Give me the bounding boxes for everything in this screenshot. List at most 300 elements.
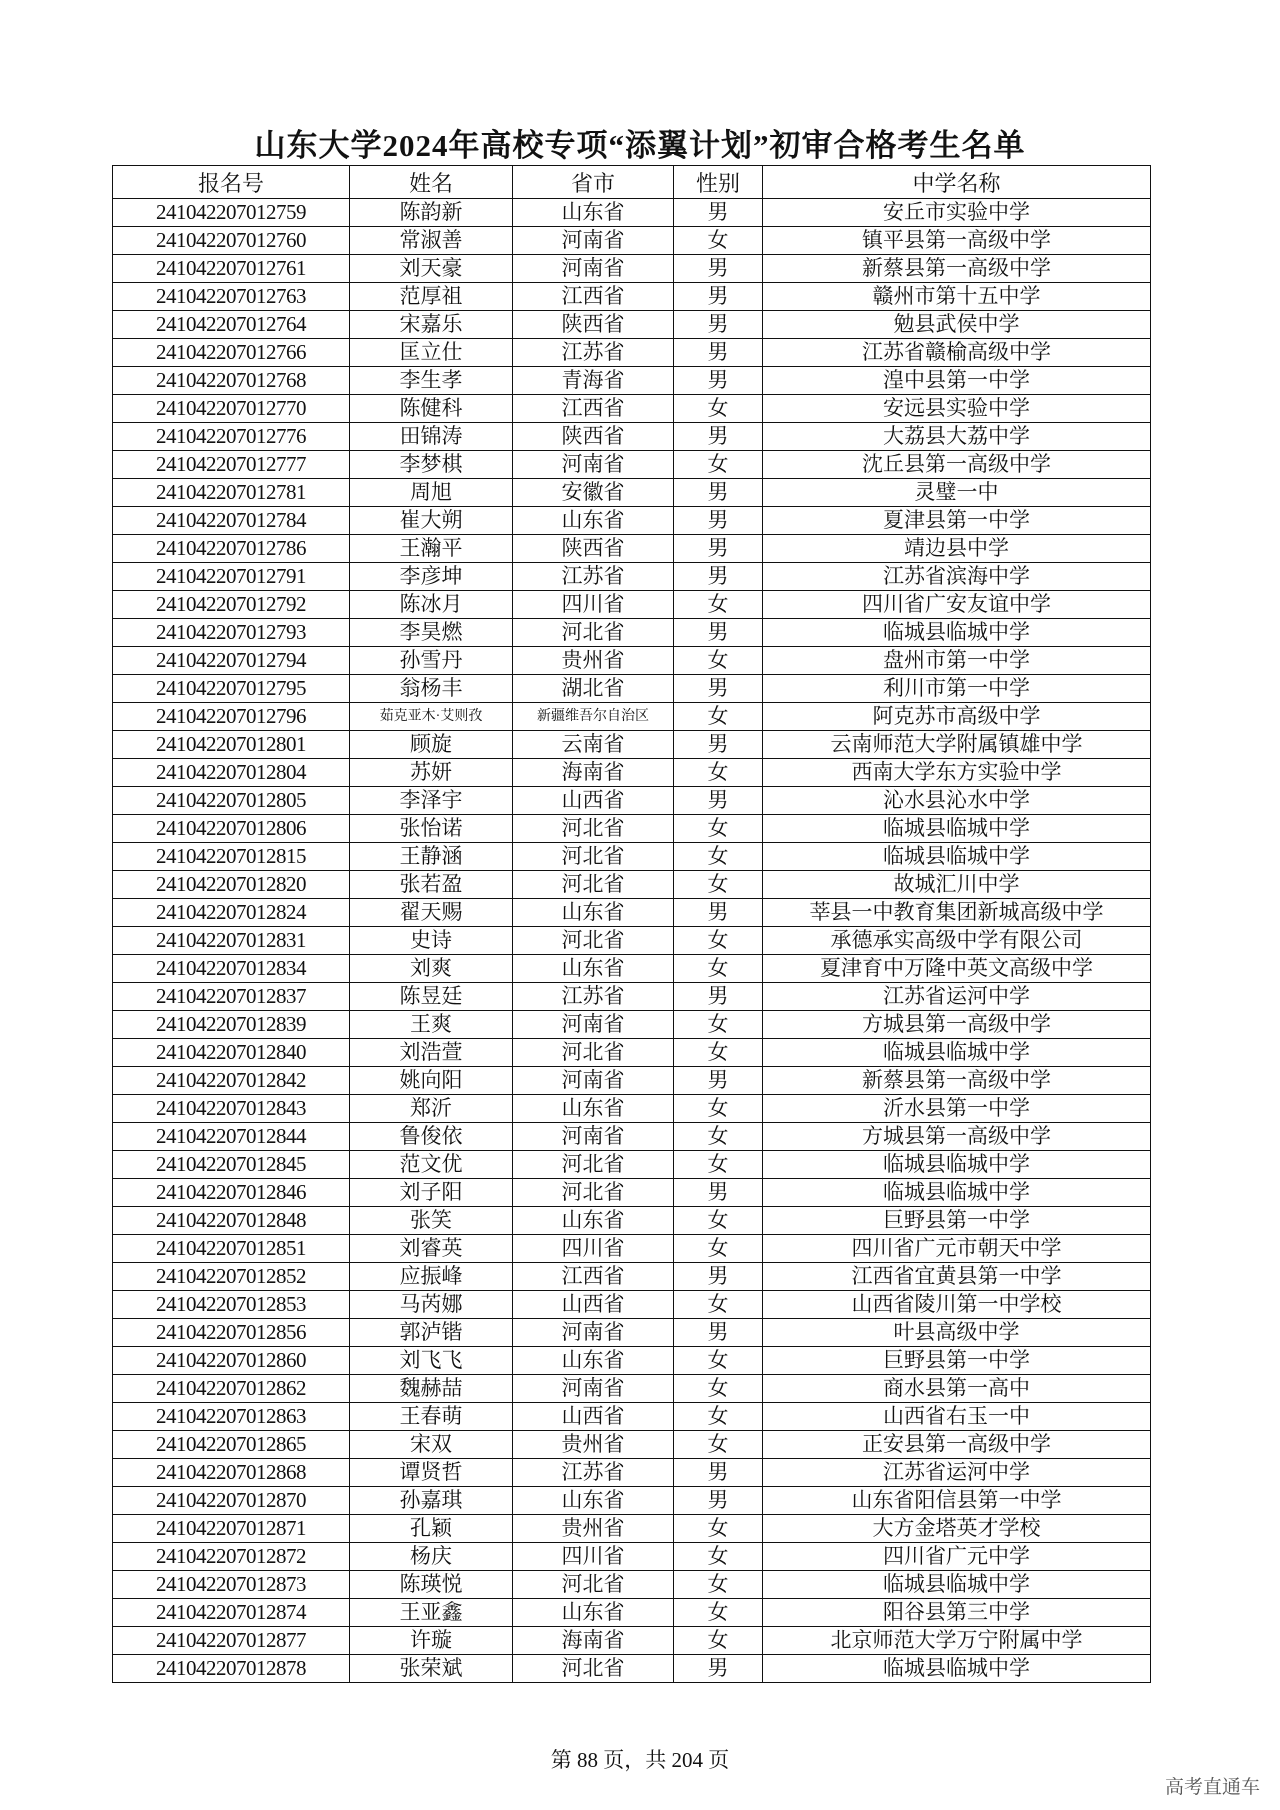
cell-name: 李生孝 xyxy=(350,367,513,395)
cell-province: 河北省 xyxy=(513,1179,674,1207)
cell-name: 翁杨丰 xyxy=(350,675,513,703)
table-row xyxy=(113,227,1151,255)
cell-name: 茹克亚木·艾则孜 xyxy=(350,703,513,731)
cell-school: 江苏省运河中学 xyxy=(763,1459,1151,1487)
cell-school: 商水县第一高中 xyxy=(763,1375,1151,1403)
cell-gender: 女 xyxy=(674,1627,763,1655)
cell-registration-number: 241042207012852 xyxy=(113,1263,350,1291)
cell-gender: 女 xyxy=(674,703,763,731)
table-row xyxy=(113,927,1151,955)
cell-name: 张笑 xyxy=(350,1207,513,1235)
cell-name: 王静涵 xyxy=(350,843,513,871)
cell-gender: 男 xyxy=(674,619,763,647)
cell-gender: 女 xyxy=(674,1151,763,1179)
cell-school: 四川省广元中学 xyxy=(763,1543,1151,1571)
table-row xyxy=(113,255,1151,283)
cell-registration-number: 241042207012868 xyxy=(113,1459,350,1487)
cell-name: 王爽 xyxy=(350,1011,513,1039)
cell-name: 杨庆 xyxy=(350,1543,513,1571)
cell-province: 贵州省 xyxy=(513,647,674,675)
cell-province: 青海省 xyxy=(513,367,674,395)
cell-registration-number: 241042207012764 xyxy=(113,311,350,339)
cell-gender: 男 xyxy=(674,199,763,227)
cell-school: 四川省广安友谊中学 xyxy=(763,591,1151,619)
cell-registration-number: 241042207012851 xyxy=(113,1235,350,1263)
table-row xyxy=(113,759,1151,787)
cell-gender: 女 xyxy=(674,227,763,255)
cell-gender: 男 xyxy=(674,983,763,1011)
cell-registration-number: 241042207012853 xyxy=(113,1291,350,1319)
cell-school: 赣州市第十五中学 xyxy=(763,283,1151,311)
cell-province: 山东省 xyxy=(513,955,674,983)
cell-school: 江苏省滨海中学 xyxy=(763,563,1151,591)
cell-school: 山东省阳信县第一中学 xyxy=(763,1487,1151,1515)
table-row xyxy=(113,1151,1151,1179)
cell-name: 陈昱廷 xyxy=(350,983,513,1011)
cell-school: 承德承实高级中学有限公司 xyxy=(763,927,1151,955)
cell-registration-number: 241042207012776 xyxy=(113,423,350,451)
cell-name: 许璇 xyxy=(350,1627,513,1655)
cell-registration-number: 241042207012761 xyxy=(113,255,350,283)
cell-school: 方城县第一高级中学 xyxy=(763,1123,1151,1151)
cell-name: 应振峰 xyxy=(350,1263,513,1291)
table-body xyxy=(113,199,1151,1683)
cell-name: 姚向阳 xyxy=(350,1067,513,1095)
cell-school: 正安县第一高级中学 xyxy=(763,1431,1151,1459)
cell-gender: 男 xyxy=(674,507,763,535)
cell-school: 西南大学东方实验中学 xyxy=(763,759,1151,787)
cell-name: 范文优 xyxy=(350,1151,513,1179)
cell-name: 宋双 xyxy=(350,1431,513,1459)
cell-school: 阳谷县第三中学 xyxy=(763,1599,1151,1627)
candidate-table xyxy=(112,165,1151,1683)
page-number: 第 88 页，共 204 页 xyxy=(550,1748,730,1772)
cell-province: 河北省 xyxy=(513,1039,674,1067)
cell-registration-number: 241042207012792 xyxy=(113,591,350,619)
table-row xyxy=(113,647,1151,675)
cell-province: 陕西省 xyxy=(513,535,674,563)
table-row xyxy=(113,563,1151,591)
page-title: 山东大学2024年高校专项“添翼计划”初审合格考生名单 xyxy=(254,128,1026,163)
cell-province: 河北省 xyxy=(513,815,674,843)
cell-registration-number: 241042207012865 xyxy=(113,1431,350,1459)
cell-school: 新蔡县第一高级中学 xyxy=(763,255,1151,283)
cell-registration-number: 241042207012777 xyxy=(113,451,350,479)
cell-gender: 女 xyxy=(674,647,763,675)
cell-school: 沈丘县第一高级中学 xyxy=(763,451,1151,479)
cell-province: 江苏省 xyxy=(513,563,674,591)
cell-school: 巨野县第一中学 xyxy=(763,1207,1151,1235)
cell-gender: 女 xyxy=(674,1011,763,1039)
table-row xyxy=(113,703,1151,731)
cell-province: 江苏省 xyxy=(513,339,674,367)
cell-registration-number: 241042207012856 xyxy=(113,1319,350,1347)
cell-gender: 男 xyxy=(674,1067,763,1095)
cell-name: 魏赫喆 xyxy=(350,1375,513,1403)
table-row xyxy=(113,1515,1151,1543)
cell-province: 海南省 xyxy=(513,759,674,787)
cell-gender: 女 xyxy=(674,759,763,787)
cell-province: 山东省 xyxy=(513,1487,674,1515)
table-row xyxy=(113,1319,1151,1347)
table-row xyxy=(113,1571,1151,1599)
cell-school: 故城汇川中学 xyxy=(763,871,1151,899)
cell-gender: 女 xyxy=(674,1291,763,1319)
table-row xyxy=(113,591,1151,619)
cell-school: 勉县武侯中学 xyxy=(763,311,1151,339)
cell-registration-number: 241042207012784 xyxy=(113,507,350,535)
cell-name: 张怡诺 xyxy=(350,815,513,843)
cell-gender: 女 xyxy=(674,1123,763,1151)
cell-province: 河北省 xyxy=(513,927,674,955)
cell-name: 李梦棋 xyxy=(350,451,513,479)
cell-registration-number: 241042207012870 xyxy=(113,1487,350,1515)
cell-school: 大方金塔英才学校 xyxy=(763,1515,1151,1543)
cell-school: 方城县第一高级中学 xyxy=(763,1011,1151,1039)
cell-name: 李彦坤 xyxy=(350,563,513,591)
table-row xyxy=(113,815,1151,843)
cell-registration-number: 241042207012863 xyxy=(113,1403,350,1431)
cell-gender: 女 xyxy=(674,1207,763,1235)
cell-province: 四川省 xyxy=(513,1543,674,1571)
cell-school: 临城县临城中学 xyxy=(763,815,1151,843)
cell-province: 河南省 xyxy=(513,1375,674,1403)
cell-name: 匡立仕 xyxy=(350,339,513,367)
cell-registration-number: 241042207012843 xyxy=(113,1095,350,1123)
cell-gender: 男 xyxy=(674,1263,763,1291)
cell-name: 刘飞飞 xyxy=(350,1347,513,1375)
cell-province: 山东省 xyxy=(513,1095,674,1123)
cell-name: 翟天赐 xyxy=(350,899,513,927)
table-row xyxy=(113,1039,1151,1067)
cell-registration-number: 241042207012794 xyxy=(113,647,350,675)
cell-name: 崔大朔 xyxy=(350,507,513,535)
cell-school: 靖边县中学 xyxy=(763,535,1151,563)
table-row xyxy=(113,1655,1151,1683)
cell-school: 安远县实验中学 xyxy=(763,395,1151,423)
cell-gender: 男 xyxy=(674,255,763,283)
cell-gender: 男 xyxy=(674,1487,763,1515)
cell-name: 史诗 xyxy=(350,927,513,955)
table-row xyxy=(113,311,1151,339)
cell-gender: 女 xyxy=(674,1599,763,1627)
cell-gender: 男 xyxy=(674,1655,763,1683)
cell-province: 山西省 xyxy=(513,1291,674,1319)
table-row xyxy=(113,1403,1151,1431)
table-row xyxy=(113,1375,1151,1403)
cell-province: 山西省 xyxy=(513,1403,674,1431)
cell-registration-number: 241042207012840 xyxy=(113,1039,350,1067)
cell-registration-number: 241042207012768 xyxy=(113,367,350,395)
cell-name: 王瀚平 xyxy=(350,535,513,563)
cell-gender: 男 xyxy=(674,675,763,703)
table-row xyxy=(113,451,1151,479)
cell-province: 山东省 xyxy=(513,1599,674,1627)
table-row xyxy=(113,983,1151,1011)
cell-gender: 女 xyxy=(674,1571,763,1599)
table-row xyxy=(113,955,1151,983)
cell-school: 临城县临城中学 xyxy=(763,1039,1151,1067)
cell-province: 河北省 xyxy=(513,843,674,871)
table-row xyxy=(113,899,1151,927)
cell-school: 夏津县第一中学 xyxy=(763,507,1151,535)
cell-province: 江西省 xyxy=(513,395,674,423)
cell-province: 河北省 xyxy=(513,1151,674,1179)
cell-school: 临城县临城中学 xyxy=(763,1655,1151,1683)
cell-school: 四川省广元市朝天中学 xyxy=(763,1235,1151,1263)
cell-name: 谭贤哲 xyxy=(350,1459,513,1487)
cell-registration-number: 241042207012820 xyxy=(113,871,350,899)
cell-gender: 女 xyxy=(674,591,763,619)
cell-gender: 女 xyxy=(674,1039,763,1067)
table-row xyxy=(113,1207,1151,1235)
cell-school: 临城县临城中学 xyxy=(763,1571,1151,1599)
table-row xyxy=(113,507,1151,535)
table-row xyxy=(113,1011,1151,1039)
cell-gender: 男 xyxy=(674,1459,763,1487)
cell-registration-number: 241042207012795 xyxy=(113,675,350,703)
header-province: 省市 xyxy=(513,166,674,199)
cell-gender: 女 xyxy=(674,871,763,899)
cell-registration-number: 241042207012796 xyxy=(113,703,350,731)
cell-province: 云南省 xyxy=(513,731,674,759)
cell-registration-number: 241042207012763 xyxy=(113,283,350,311)
cell-name: 刘浩萱 xyxy=(350,1039,513,1067)
table-row xyxy=(113,1067,1151,1095)
table-row xyxy=(113,843,1151,871)
cell-province: 湖北省 xyxy=(513,675,674,703)
cell-school: 江西省宜黄县第一中学 xyxy=(763,1263,1151,1291)
cell-gender: 女 xyxy=(674,1403,763,1431)
cell-name: 孔颖 xyxy=(350,1515,513,1543)
table-row xyxy=(113,479,1151,507)
cell-name: 陈瑛悦 xyxy=(350,1571,513,1599)
table-row xyxy=(113,1431,1151,1459)
cell-registration-number: 241042207012831 xyxy=(113,927,350,955)
cell-gender: 男 xyxy=(674,339,763,367)
cell-name: 陈冰月 xyxy=(350,591,513,619)
cell-registration-number: 241042207012791 xyxy=(113,563,350,591)
cell-registration-number: 241042207012845 xyxy=(113,1151,350,1179)
cell-province: 四川省 xyxy=(513,1235,674,1263)
cell-registration-number: 241042207012877 xyxy=(113,1627,350,1655)
cell-school: 巨野县第一中学 xyxy=(763,1347,1151,1375)
cell-gender: 男 xyxy=(674,563,763,591)
cell-school: 阿克苏市高级中学 xyxy=(763,703,1151,731)
watermark: 高考直通车 xyxy=(1164,1776,1260,1798)
cell-school: 江苏省赣榆高级中学 xyxy=(763,339,1151,367)
cell-gender: 女 xyxy=(674,1515,763,1543)
cell-registration-number: 241042207012824 xyxy=(113,899,350,927)
cell-gender: 女 xyxy=(674,451,763,479)
table-row xyxy=(113,1347,1151,1375)
cell-school: 云南师范大学附属镇雄中学 xyxy=(763,731,1151,759)
cell-province: 河南省 xyxy=(513,255,674,283)
table-row xyxy=(113,675,1151,703)
table-row xyxy=(113,535,1151,563)
cell-name: 郭泸锴 xyxy=(350,1319,513,1347)
cell-province: 山东省 xyxy=(513,899,674,927)
cell-province: 河南省 xyxy=(513,1011,674,1039)
cell-name: 鲁俊依 xyxy=(350,1123,513,1151)
cell-province: 山东省 xyxy=(513,199,674,227)
table-row xyxy=(113,787,1151,815)
table-row xyxy=(113,731,1151,759)
table-row xyxy=(113,1487,1151,1515)
cell-province: 河北省 xyxy=(513,1571,674,1599)
cell-province: 贵州省 xyxy=(513,1515,674,1543)
cell-province: 新疆维吾尔自治区 xyxy=(513,703,674,731)
cell-school: 临城县临城中学 xyxy=(763,843,1151,871)
cell-school: 盘州市第一中学 xyxy=(763,647,1151,675)
cell-name: 郑沂 xyxy=(350,1095,513,1123)
cell-registration-number: 241042207012839 xyxy=(113,1011,350,1039)
cell-name: 孙嘉琪 xyxy=(350,1487,513,1515)
cell-name: 马芮娜 xyxy=(350,1291,513,1319)
cell-gender: 男 xyxy=(674,1179,763,1207)
cell-registration-number: 241042207012766 xyxy=(113,339,350,367)
cell-name: 陈韵新 xyxy=(350,199,513,227)
cell-school: 莘县一中教育集团新城高级中学 xyxy=(763,899,1151,927)
cell-gender: 男 xyxy=(674,899,763,927)
table-row xyxy=(113,339,1151,367)
table-row xyxy=(113,1627,1151,1655)
cell-school: 临城县临城中学 xyxy=(763,1151,1151,1179)
cell-name: 李泽宇 xyxy=(350,787,513,815)
cell-province: 四川省 xyxy=(513,591,674,619)
cell-province: 山东省 xyxy=(513,1207,674,1235)
cell-registration-number: 241042207012786 xyxy=(113,535,350,563)
cell-province: 河南省 xyxy=(513,227,674,255)
cell-gender: 女 xyxy=(674,1543,763,1571)
cell-registration-number: 241042207012834 xyxy=(113,955,350,983)
cell-gender: 女 xyxy=(674,1431,763,1459)
table-row xyxy=(113,423,1151,451)
cell-registration-number: 241042207012760 xyxy=(113,227,350,255)
cell-registration-number: 241042207012793 xyxy=(113,619,350,647)
cell-province: 江苏省 xyxy=(513,1459,674,1487)
cell-gender: 女 xyxy=(674,815,763,843)
cell-registration-number: 241042207012874 xyxy=(113,1599,350,1627)
cell-province: 海南省 xyxy=(513,1627,674,1655)
cell-province: 陕西省 xyxy=(513,423,674,451)
cell-school: 北京师范大学万宁附属中学 xyxy=(763,1627,1151,1655)
cell-gender: 男 xyxy=(674,731,763,759)
cell-name: 孙雪丹 xyxy=(350,647,513,675)
cell-province: 陕西省 xyxy=(513,311,674,339)
cell-registration-number: 241042207012844 xyxy=(113,1123,350,1151)
cell-gender: 男 xyxy=(674,423,763,451)
header-registration-number: 报名号 xyxy=(113,166,350,199)
cell-gender: 男 xyxy=(674,311,763,339)
cell-name: 陈健科 xyxy=(350,395,513,423)
cell-gender: 女 xyxy=(674,1095,763,1123)
cell-province: 江苏省 xyxy=(513,983,674,1011)
cell-school: 沁水县沁水中学 xyxy=(763,787,1151,815)
cell-registration-number: 241042207012770 xyxy=(113,395,350,423)
cell-name: 常淑善 xyxy=(350,227,513,255)
table-row xyxy=(113,1263,1151,1291)
table-row xyxy=(113,395,1151,423)
cell-name: 范厚祖 xyxy=(350,283,513,311)
cell-name: 王亚鑫 xyxy=(350,1599,513,1627)
cell-province: 河北省 xyxy=(513,1655,674,1683)
cell-gender: 女 xyxy=(674,395,763,423)
table-row xyxy=(113,871,1151,899)
cell-school: 镇平县第一高级中学 xyxy=(763,227,1151,255)
table-row xyxy=(113,1291,1151,1319)
cell-gender: 女 xyxy=(674,1347,763,1375)
table-row xyxy=(113,367,1151,395)
cell-gender: 女 xyxy=(674,1375,763,1403)
cell-registration-number: 241042207012872 xyxy=(113,1543,350,1571)
table-row xyxy=(113,1459,1151,1487)
table-row xyxy=(113,1123,1151,1151)
cell-province: 河南省 xyxy=(513,1067,674,1095)
cell-province: 河北省 xyxy=(513,619,674,647)
header-school: 中学名称 xyxy=(763,166,1151,199)
cell-name: 刘爽 xyxy=(350,955,513,983)
cell-name: 刘子阳 xyxy=(350,1179,513,1207)
cell-school: 灵璧一中 xyxy=(763,479,1151,507)
table-row xyxy=(113,283,1151,311)
cell-registration-number: 241042207012781 xyxy=(113,479,350,507)
cell-province: 河南省 xyxy=(513,1319,674,1347)
cell-registration-number: 241042207012873 xyxy=(113,1571,350,1599)
cell-gender: 男 xyxy=(674,283,763,311)
cell-gender: 女 xyxy=(674,843,763,871)
header-name: 姓名 xyxy=(350,166,513,199)
cell-school: 山西省右玉一中 xyxy=(763,1403,1151,1431)
cell-province: 江西省 xyxy=(513,1263,674,1291)
table-row xyxy=(113,199,1151,227)
table-row xyxy=(113,619,1151,647)
cell-name: 李昊燃 xyxy=(350,619,513,647)
cell-province: 贵州省 xyxy=(513,1431,674,1459)
table-row xyxy=(113,1179,1151,1207)
cell-name: 王春萌 xyxy=(350,1403,513,1431)
table-row xyxy=(113,1543,1151,1571)
cell-registration-number: 241042207012759 xyxy=(113,199,350,227)
cell-registration-number: 241042207012806 xyxy=(113,815,350,843)
cell-registration-number: 241042207012878 xyxy=(113,1655,350,1683)
cell-registration-number: 241042207012805 xyxy=(113,787,350,815)
cell-gender: 男 xyxy=(674,367,763,395)
cell-name: 顾旋 xyxy=(350,731,513,759)
cell-province: 河南省 xyxy=(513,1123,674,1151)
cell-name: 张若盈 xyxy=(350,871,513,899)
cell-registration-number: 241042207012846 xyxy=(113,1179,350,1207)
cell-school: 利川市第一中学 xyxy=(763,675,1151,703)
cell-province: 山东省 xyxy=(513,507,674,535)
cell-school: 临城县临城中学 xyxy=(763,619,1151,647)
cell-gender: 女 xyxy=(674,955,763,983)
table-row xyxy=(113,1095,1151,1123)
cell-registration-number: 241042207012860 xyxy=(113,1347,350,1375)
table-row xyxy=(113,1235,1151,1263)
cell-gender: 男 xyxy=(674,787,763,815)
cell-province: 河南省 xyxy=(513,451,674,479)
cell-registration-number: 241042207012842 xyxy=(113,1067,350,1095)
cell-registration-number: 241042207012871 xyxy=(113,1515,350,1543)
cell-name: 张荣斌 xyxy=(350,1655,513,1683)
cell-province: 江西省 xyxy=(513,283,674,311)
cell-province: 安徽省 xyxy=(513,479,674,507)
cell-school: 夏津育中万隆中英文高级中学 xyxy=(763,955,1151,983)
cell-gender: 男 xyxy=(674,1319,763,1347)
cell-registration-number: 241042207012804 xyxy=(113,759,350,787)
cell-province: 山西省 xyxy=(513,787,674,815)
